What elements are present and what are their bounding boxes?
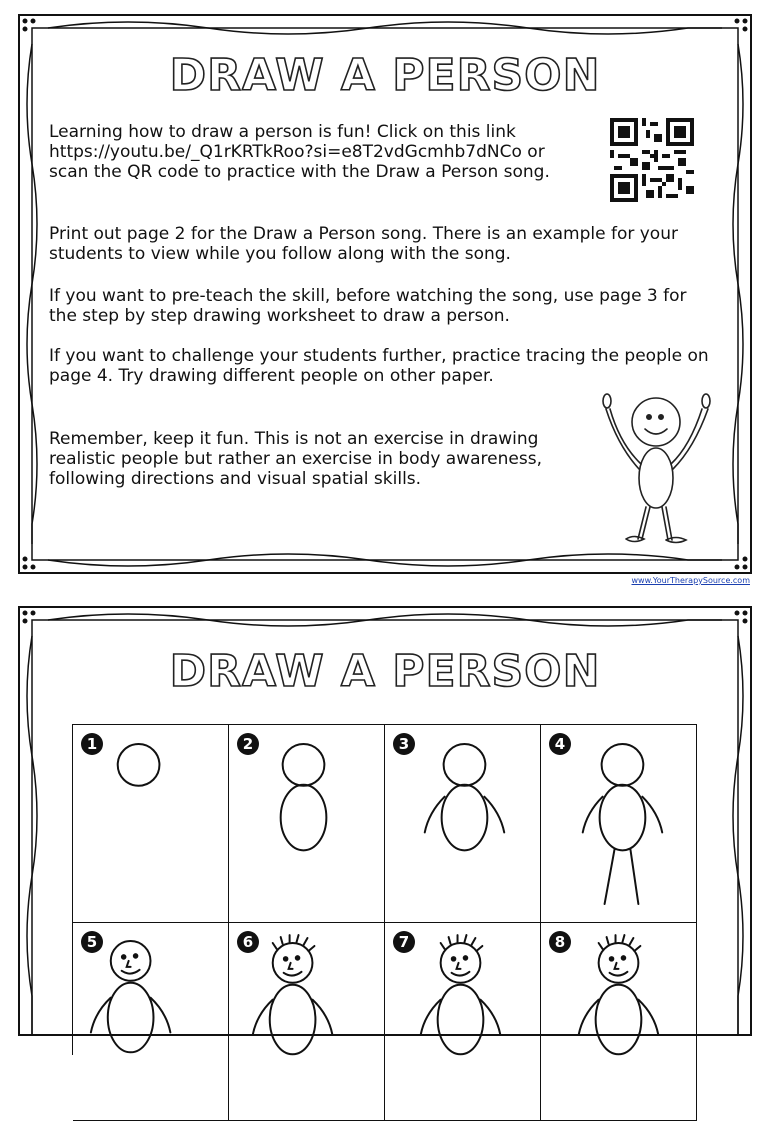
step-cell xyxy=(73,923,229,1121)
worksheet-page-2 xyxy=(18,606,752,1036)
page-title: DRAW A PERSON xyxy=(169,646,601,697)
step-cell xyxy=(73,725,229,923)
challenge-instructions: If you want to challenge your students further, practice tracing the people on page 4. Try drawing different people on other paper. xyxy=(49,346,709,386)
step-number: 8 xyxy=(549,931,571,953)
step-3-drawing-icon xyxy=(385,725,540,922)
intro-paragraph: Learning how to draw a person is fun! Click on this link https://youtu.be/_Q1rKRTkRoo?si=e8T2vdGcmhb7dNCo or scan the QR code to practice with the Draw a Person song. xyxy=(49,122,550,182)
step-grid xyxy=(72,724,697,1055)
step-number: 6 xyxy=(237,931,259,953)
step-2-drawing-icon xyxy=(229,725,384,922)
step-6-drawing-icon xyxy=(229,923,384,1120)
step-number: 4 xyxy=(549,733,571,755)
step-cell xyxy=(229,923,385,1121)
step-5-drawing-icon xyxy=(73,923,228,1120)
step-number: 1 xyxy=(81,733,103,755)
step-cell xyxy=(541,923,697,1121)
preteach-instructions: If you want to pre-teach the skill, before watching the song, use page 3 for the step by step drawing worksheet to draw a person. xyxy=(49,286,687,326)
worksheet-page-1 xyxy=(18,14,752,574)
step-7-drawing-icon xyxy=(385,923,540,1120)
step-4-drawing-icon xyxy=(541,725,696,922)
print-instructions: Print out page 2 for the Draw a Person song. There is an example for your students to view while you follow along with the song. xyxy=(49,224,678,264)
step-cell xyxy=(385,725,541,923)
step-number: 7 xyxy=(393,931,415,953)
step-cell xyxy=(385,923,541,1121)
step-number: 3 xyxy=(393,733,415,755)
remember-note: Remember, keep it fun. This is not an exercise in drawing realistic people but rather an exercise in body awareness, following directions and visual spatial skills. xyxy=(49,429,542,489)
stick-figure-icon xyxy=(590,374,720,549)
page-title: DRAW A PERSON xyxy=(169,50,601,101)
step-8-drawing-icon xyxy=(541,923,696,1120)
source-link[interactable]: www.YourTherapySource.com xyxy=(631,576,750,585)
step-cell xyxy=(541,725,697,923)
step-number: 5 xyxy=(81,931,103,953)
step-1-drawing-icon xyxy=(73,725,228,922)
step-number: 2 xyxy=(237,733,259,755)
qr-code-icon[interactable] xyxy=(610,118,694,202)
step-cell xyxy=(229,725,385,923)
